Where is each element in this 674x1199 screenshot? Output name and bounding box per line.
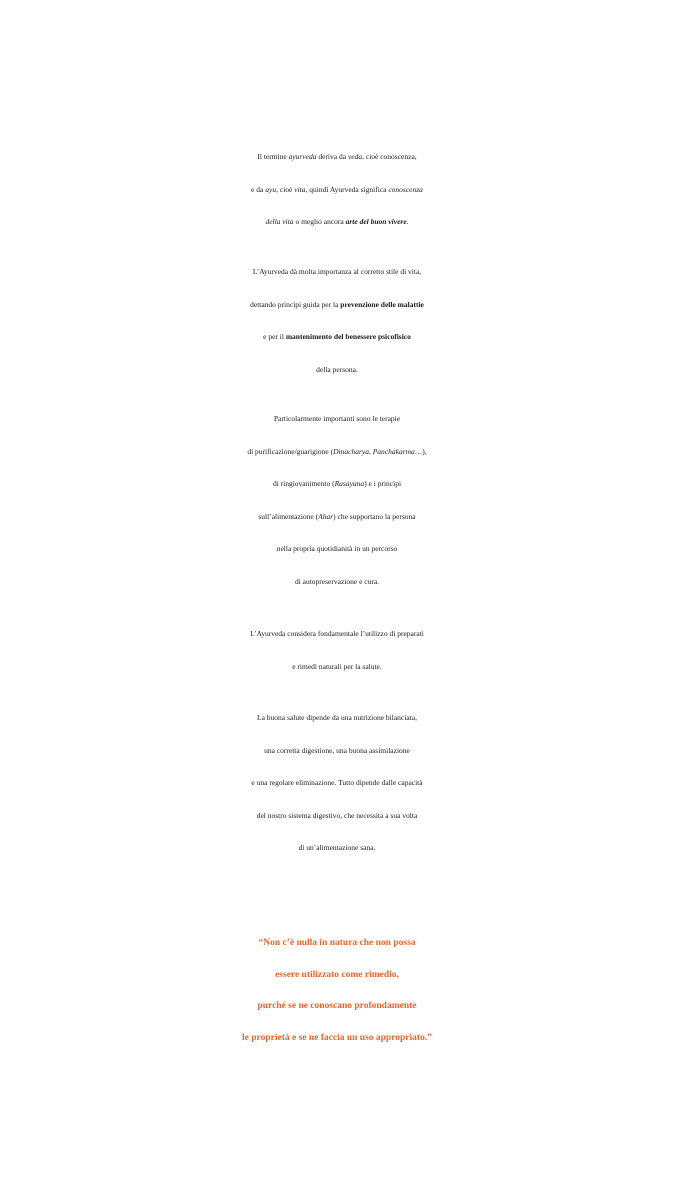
text-run: ) che supportano la persona	[333, 511, 416, 521]
text-line	[0, 174, 674, 207]
italic-term: vita	[294, 184, 306, 194]
text-run: , cioè conoscenza,	[362, 152, 417, 161]
paragraph-lifestyle-importance	[0, 256, 674, 386]
italic-term: ayurveda	[288, 152, 317, 161]
text-line	[0, 566, 674, 599]
text-line	[0, 468, 674, 501]
paragraph-good-health	[0, 702, 674, 865]
text-run: di autopreservazione e cura.	[294, 576, 380, 586]
text-line	[0, 501, 674, 534]
text-run: Particolarmente importanti sono le terapie	[273, 414, 401, 423]
text-line	[0, 702, 674, 735]
text-run: …),	[414, 446, 427, 456]
italic-term: veda	[347, 152, 363, 161]
text-line	[0, 735, 674, 768]
text-run: Il termine	[257, 152, 289, 161]
text-line	[0, 618, 674, 651]
text-run: .	[406, 217, 409, 226]
text-run: La buona salute dipende da una nutrizione bilanciata,	[257, 713, 417, 722]
text-run: sull’alimentazione (	[258, 511, 319, 521]
text-run: e da	[251, 184, 266, 194]
text-run: L’Ayurveda dà molta importanza al corretto stile di vita,	[252, 267, 422, 276]
highlighted-quote	[0, 928, 674, 1054]
italic-term: Panchakarma	[372, 446, 415, 456]
quote-line: essere utilizzato come rimedio,	[275, 969, 399, 980]
text-line	[0, 289, 674, 322]
text-line	[0, 651, 674, 684]
text-line	[0, 321, 674, 354]
text-run: della persona.	[316, 364, 358, 374]
text-run: di un’alimentazione sana.	[298, 843, 376, 852]
text-line	[0, 141, 674, 174]
text-run: dettando princìpi guida per la	[250, 299, 341, 309]
italic-term: Ahar	[318, 511, 334, 521]
text-line	[0, 767, 674, 800]
text-run: , cioè	[276, 184, 295, 194]
text-line	[0, 436, 674, 469]
text-run: deriva da	[316, 152, 348, 161]
text-line	[0, 800, 674, 833]
paragraph-natural-remedies	[0, 618, 674, 683]
italic-term: della vita	[265, 217, 294, 226]
text-line	[0, 533, 674, 566]
bold-italic-term: arte del buon vivere	[345, 217, 407, 226]
text-line	[0, 354, 674, 387]
text-run: , quindi Ayurveda significa	[305, 184, 389, 194]
text-run: di ringiovanimento (	[272, 479, 335, 488]
bold-term: mantenimento del benessere psicofisico	[285, 332, 411, 341]
bold-term: prevenzione delle malattie	[340, 299, 424, 309]
text-run: ,	[368, 446, 373, 456]
italic-term: conoscenza	[388, 184, 423, 194]
text-line	[0, 206, 674, 239]
text-run: nella propria quotidianità in un percorso	[276, 544, 398, 553]
text-run: del nostro sistema digestivo, che necessita a sua volta	[256, 810, 418, 820]
text-run: o meglio ancora	[293, 217, 346, 226]
text-run: e una regolare eliminazione. Tutto dipende dalle capacità	[251, 778, 423, 787]
italic-term: Dinacharya	[333, 446, 369, 456]
text-line	[0, 403, 674, 436]
quote-line: le proprietà e se ne faccia un uso appropriato.”	[242, 1032, 432, 1043]
quote-line: “Non c’è nulla in natura che non possa	[258, 938, 416, 948]
text-run: L’Ayurveda considera fondamentale l’utilizzo di preparati	[250, 629, 424, 638]
quote-line: purché se ne conoscano profondamente	[257, 1001, 417, 1011]
text-run: ) e i princìpi	[364, 479, 402, 488]
text-run: di purificazione/guarigione (	[247, 446, 334, 456]
text-line	[0, 832, 674, 865]
italic-term: ayu	[265, 184, 277, 194]
paragraph-therapies	[0, 403, 674, 598]
text-run: e per il	[263, 332, 286, 341]
italic-term: Rasayana	[334, 479, 365, 488]
text-line	[0, 256, 674, 289]
paragraph-ayurveda-definition	[0, 141, 674, 239]
text-run: una corretta digestione, una buona assimilazione	[264, 745, 410, 755]
text-run: e rimedi naturali per la salute.	[292, 661, 382, 671]
